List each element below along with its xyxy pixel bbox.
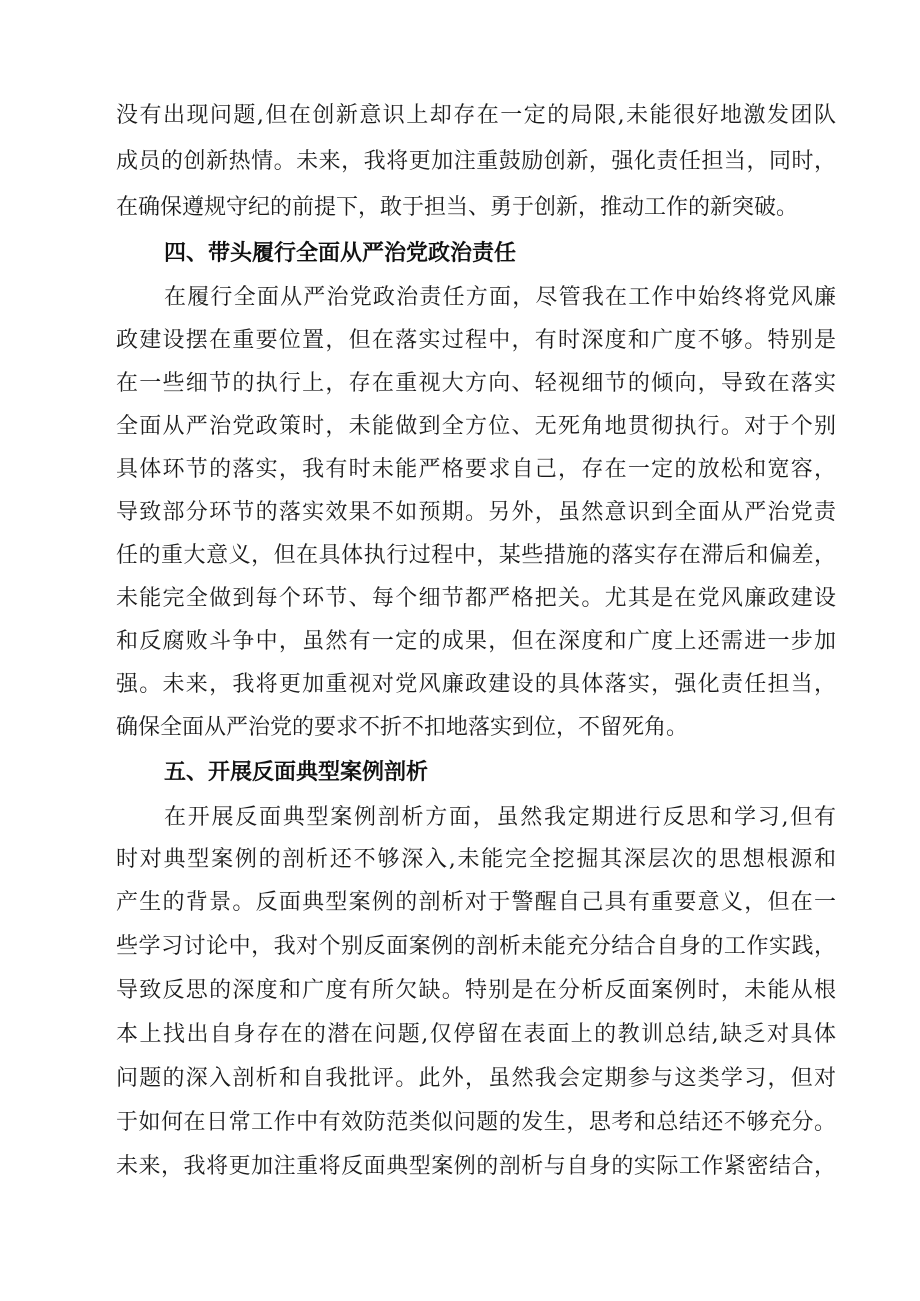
- section-5-line-5: 导致反思的深度和广度有所欠缺。特别是在分析反面案例时，未能从根: [116, 978, 836, 1003]
- intro-line-3: 在确保遵规守纪的前提下，敢于担当、勇于创新，推动工作的新突破。: [116, 195, 799, 220]
- section-4-line-9: 和反腐败斗争中，虽然有一定的成果，但在深度和广度上还需进一步加: [116, 629, 836, 654]
- section-5-line-1: 在开展反面典型案例剖析方面，虽然我定期进行反思和学习,但有: [164, 805, 836, 830]
- section-4-line-11: 确保全面从严治党的要求不折不扣地落实到位，不留死角。: [116, 715, 689, 740]
- section-5-line-3: 产生的背景。反面典型案例的剖析对于警醒自己具有重要意义，但在一: [116, 890, 836, 915]
- section-4-line-5: 具体环节的落实，我有时未能严格要求自己，存在一定的放松和宽容，: [116, 457, 836, 482]
- section-4-line-4: 全面从严治党政策时，未能做到全方位、无死角地贯彻执行。对于个别: [116, 414, 836, 439]
- section-4-line-10: 强。未来，我将更加重视对党风廉政建设的具体落实，强化责任担当，: [116, 672, 836, 697]
- section-5-line-2: 时对典型案例的剖析还不够深入,未能完全挖掘其深层次的思想根源和: [116, 847, 836, 872]
- section-4-line-7: 任的重大意义，但在具体执行过程中，某些措施的落实存在滞后和偏差，: [116, 543, 836, 568]
- section-4-line-6: 导致部分环节的落实效果不如预期。另外，虽然意识到全面从严治党责: [116, 500, 836, 525]
- section-5-line-8: 于如何在日常工作中有效防范类似问题的发生，思考和总结还不够充分。: [116, 1110, 836, 1135]
- section-4-line-2: 政建设摆在重要位置，但在落实过程中，有时深度和广度不够。特别是: [116, 328, 836, 353]
- section-5-line-4: 些学习讨论中，我对个别反面案例的剖析未能充分结合自身的工作实践，: [116, 934, 836, 959]
- section-4-line-3: 在一些细节的执行上，存在重视大方向、轻视细节的倾向，导致在落实: [116, 371, 836, 396]
- section-4-line-1: 在履行全面从严治党政治责任方面，尽管我在工作中始终将党风廉: [164, 285, 836, 310]
- intro-line-1: 没有出现问题,但在创新意识上却存在一定的局限,未能很好地激发团队: [116, 103, 836, 128]
- section-5-heading: 五、开展反面典型案例剖析: [164, 760, 429, 785]
- section-5-line-9: 未来，我将更加注重将反面典型案例的剖析与自身的实际工作紧密结合，: [116, 1154, 836, 1179]
- section-4-heading: 四、带头履行全面从严治党政治责任: [164, 241, 517, 266]
- section-4-line-8: 未能完全做到每个环节、每个细节都严格把关。尤其是在党风廉政建设: [116, 586, 836, 611]
- intro-line-2: 成员的创新热情。未来，我将更加注重鼓励创新，强化责任担当，同时，: [116, 149, 836, 174]
- section-5-line-6: 本上找出自身存在的潜在问题,仅停留在表面上的教训总结,缺乏对具体: [116, 1022, 836, 1047]
- section-5-line-7: 问题的深入剖析和自我批评。此外，虽然我会定期参与这类学习，但对: [116, 1066, 836, 1091]
